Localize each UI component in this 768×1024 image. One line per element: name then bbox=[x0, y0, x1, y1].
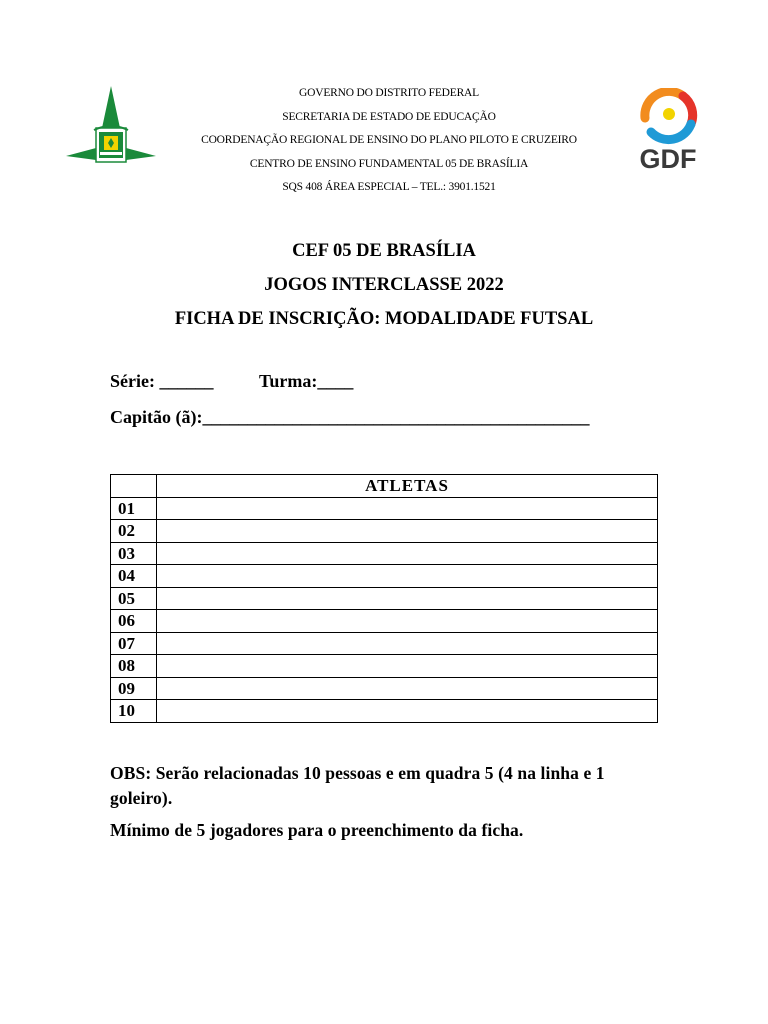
df-emblem-icon bbox=[66, 86, 156, 168]
table-row bbox=[111, 587, 658, 610]
table-row bbox=[111, 520, 658, 543]
captain-field[interactable]: Capitão (ã):___________________________________________ bbox=[110, 407, 590, 427]
minimum-players-note: Mínimo de 5 jogadores para o preenchimento da ficha. bbox=[110, 820, 524, 840]
header-line-address: SQS 408 ÁREA ESPECIAL – TEL.: 3901.1521 bbox=[282, 181, 496, 193]
event-title: JOGOS INTERCLASSE 2022 bbox=[264, 275, 504, 295]
institution-header bbox=[170, 82, 608, 200]
athlete-name-cell[interactable] bbox=[157, 655, 658, 678]
athlete-name-cell[interactable] bbox=[157, 700, 658, 723]
table-header-row bbox=[111, 475, 658, 498]
row-number: 02 bbox=[111, 520, 157, 543]
athletes-table bbox=[110, 474, 658, 723]
athlete-name-cell[interactable] bbox=[157, 565, 658, 588]
row-number: 04 bbox=[111, 565, 157, 588]
header-line-secretariat: SECRETARIA DE ESTADO DE EDUCAÇÃO bbox=[282, 110, 496, 123]
row-number: 05 bbox=[111, 587, 157, 610]
athlete-name-cell[interactable] bbox=[157, 587, 658, 610]
school-title: CEF 05 DE BRASÍLIA bbox=[292, 241, 476, 261]
athlete-name-cell[interactable] bbox=[157, 542, 658, 565]
row-number: 07 bbox=[111, 632, 157, 655]
serie-field[interactable]: Série: ______ bbox=[110, 371, 214, 391]
row-number: 10 bbox=[111, 700, 157, 723]
athlete-name-cell[interactable] bbox=[157, 677, 658, 700]
table-row bbox=[111, 497, 658, 520]
row-number: 03 bbox=[111, 542, 157, 565]
athlete-name-cell[interactable] bbox=[157, 497, 658, 520]
header-line-school: CENTRO DE ENSINO FUNDAMENTAL 05 DE BRASÍLIA bbox=[249, 157, 529, 170]
gdf-logo-icon bbox=[633, 88, 703, 174]
row-number: 06 bbox=[111, 610, 157, 633]
row-number: 08 bbox=[111, 655, 157, 678]
athlete-name-cell[interactable] bbox=[157, 520, 658, 543]
table-row bbox=[111, 542, 658, 565]
table-row bbox=[111, 655, 658, 678]
row-number: 01 bbox=[111, 497, 157, 520]
header-line-coordination: COORDENAÇÃO REGIONAL DE ENSINO DO PLANO PILOTO E CRUZEIRO bbox=[201, 134, 577, 146]
form-titles bbox=[100, 234, 668, 336]
table-row bbox=[111, 677, 658, 700]
form-title: FICHA DE INSCRIÇÃO: MODALIDADE FUTSAL bbox=[174, 309, 594, 329]
table-header-empty-cell bbox=[111, 475, 157, 498]
turma-field[interactable]: Turma:____ bbox=[259, 371, 354, 391]
row-number: 09 bbox=[111, 677, 157, 700]
header-line-government: GOVERNO DO DISTRITO FEDERAL bbox=[299, 87, 479, 99]
athlete-name-cell[interactable] bbox=[157, 610, 658, 633]
observation-note: OBS: Serão relacionadas 10 pessoas e em quadra 5 (4 na linha e 1 goleiro). bbox=[110, 763, 605, 808]
athlete-name-cell[interactable] bbox=[157, 632, 658, 655]
table-header-athletes: ATLETAS bbox=[157, 475, 658, 498]
table-row bbox=[111, 632, 658, 655]
table-row bbox=[111, 700, 658, 723]
table-row bbox=[111, 565, 658, 588]
gdf-logo-text: GDF bbox=[639, 144, 697, 174]
table-row bbox=[111, 610, 658, 633]
